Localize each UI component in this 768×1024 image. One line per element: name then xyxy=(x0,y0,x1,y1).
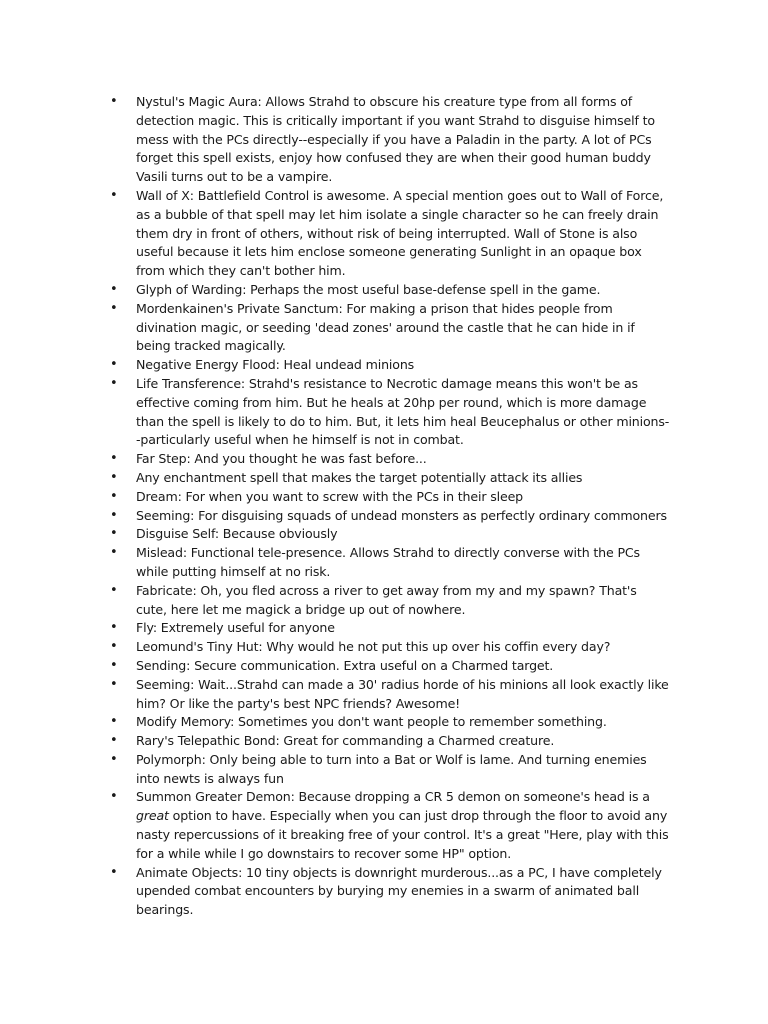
list-item-text: Nystul's Magic Aura: Allows Strahd to obscure his creature type from all forms of detection magic. This is critically important if you want Strahd to disguise himself to mess with the PCs directly--especially if you have a Paladin in the party. A lot of PCs forget this spell exists, enjoy how confused they are when their good human buddy Vasili turns out to be a vampire. xyxy=(136,94,655,185)
list-item xyxy=(110,525,670,544)
list-item-text: Negative Energy Flood: Heal undead minions xyxy=(136,357,415,373)
list-item xyxy=(110,582,670,620)
list-item xyxy=(110,732,670,751)
list-item xyxy=(110,450,670,469)
list-item-text: Mislead: Functional tele-presence. Allows Strahd to directly converse with the PCs while putting himself at no risk. xyxy=(136,545,640,579)
list-item-text: Sending: Secure communication. Extra useful on a Charmed target. xyxy=(136,657,554,673)
list-item-text: Dream: For when you want to screw with the PCs in their sleep xyxy=(136,488,524,504)
list-item-text: Life Transference: Strahd's resistance to Necrotic damage means this won't be as effective coming from him. But he heals at 20hp per round, which is more damage than the spell is likely to do to him. But, it lets him heal Beucephalus or other minions--particularly useful when he himself is not in combat. xyxy=(136,375,670,448)
list-item xyxy=(110,300,670,356)
list-item xyxy=(110,657,670,676)
list-item xyxy=(110,488,670,507)
list-item xyxy=(110,93,670,187)
list-item-text: Modify Memory: Sometimes you don't want people to remember something. xyxy=(136,714,607,730)
list-item-text: Wall of X: Battlefield Control is awesome. A special mention goes out to Wall of Force, as a bubble of that spell may let him isolate a single character so he can freely drain them dry in front of others, without risk of being interrupted. Wall of Stone is also useful because it lets him enclose someone generating Sunlight in an opaque box from which they can't bother him. xyxy=(136,187,664,279)
list-item xyxy=(110,281,670,300)
list-item xyxy=(110,751,670,789)
list-item xyxy=(110,356,670,375)
text-before-emphasis: Summon Greater Demon: Because dropping a CR 5 demon on someone's head is a xyxy=(136,789,650,805)
list-item xyxy=(110,507,670,526)
list-item xyxy=(110,676,670,714)
list-item xyxy=(110,788,670,863)
list-item xyxy=(110,469,670,488)
list-item-text: Animate Objects: 10 tiny objects is downright murderous...as a PC, I have completely upended combat encounters by burying my enemies in a swarm of animated ball bearings. xyxy=(136,864,662,918)
list-item-text: Rary's Telepathic Bond: Great for commanding a Charmed creature. xyxy=(136,733,555,749)
spell-bullet-list xyxy=(110,93,670,920)
list-item-text: Mordenkainen's Private Sanctum: For making a prison that hides people from divination magic, or seeding 'dead zones' around the castle that he can hide in if being tracked magically. xyxy=(136,300,635,354)
list-item-text xyxy=(136,789,668,860)
list-item-text: Leomund's Tiny Hut: Why would he not put this up over his coffin every day? xyxy=(136,639,611,655)
list-item xyxy=(110,187,670,281)
list-item-text: Any enchantment spell that makes the target potentially attack its allies xyxy=(136,469,583,485)
list-item-text: Far Step: And you thought he was fast before... xyxy=(136,451,427,467)
list-item xyxy=(110,713,670,732)
list-item xyxy=(110,619,670,638)
text-after-emphasis: option to have. Especially when you can just drop through the floor to avoid any nasty repercussions of it breaking free of your control. It's a great "Here, play with this for a while while I go downstairs to recover some HP" option. xyxy=(136,808,669,861)
list-item-text: Polymorph: Only being able to turn into a Bat or Wolf is lame. And turning enemies into newts is always fun xyxy=(136,751,647,786)
list-item-text: Disguise Self: Because obviously xyxy=(136,526,338,542)
list-item-text: Seeming: Wait...Strahd can made a 30' radius horde of his minions all look exactly like him? Or like the party's best NPC friends? Awesome! xyxy=(136,676,669,711)
list-item xyxy=(110,638,670,657)
list-item-text: Seeming: For disguising squads of undead monsters as perfectly ordinary commoners xyxy=(136,507,667,523)
list-item-text: Glyph of Warding: Perhaps the most useful base-defense spell in the game. xyxy=(136,281,601,297)
list-item-text: Fly: Extremely useful for anyone xyxy=(136,620,335,636)
list-item xyxy=(110,375,670,450)
list-item xyxy=(110,544,670,582)
list-item xyxy=(110,864,670,920)
list-item-text: Fabricate: Oh, you fled across a river to get away from my and my spawn? That's cute, here let me magick a bridge up out of nowhere. xyxy=(136,582,637,617)
emphasis-text: great xyxy=(136,808,169,824)
